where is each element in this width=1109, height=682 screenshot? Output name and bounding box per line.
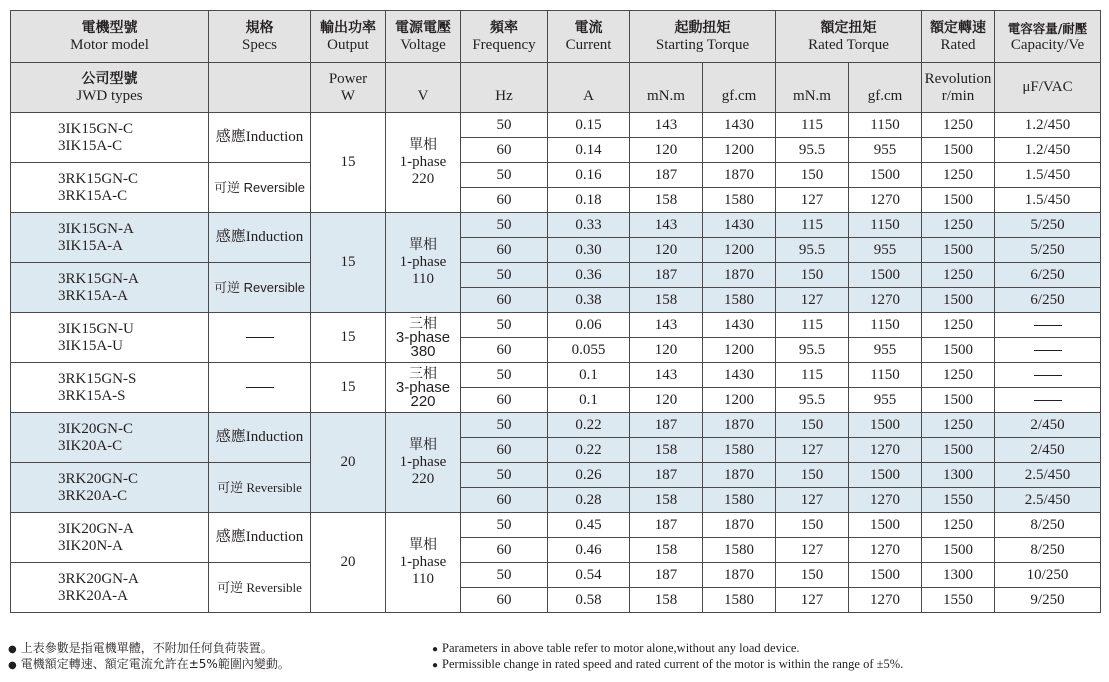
table-row	[11, 113, 1101, 138]
current-cell: 0.33	[548, 213, 630, 238]
rated-gfcm-cell: 1270	[849, 488, 922, 513]
capacitor-cell: 8/250	[995, 538, 1101, 563]
current-cell: 0.58	[548, 588, 630, 613]
model-code: 3RK15GN-A	[58, 270, 139, 287]
starting-gfcm-cell: 1430	[703, 213, 776, 238]
table-row	[11, 163, 1101, 188]
power-cell: 15	[311, 313, 386, 363]
header-capacitor: 電容容量/耐壓 Capacity/Ve	[995, 11, 1101, 63]
type-label-zh: 感應	[215, 129, 246, 145]
capacitor-cell: 8/250	[995, 513, 1101, 538]
starting-mnm-cell: 120	[630, 138, 703, 163]
type-label-en: Reversible	[239, 179, 306, 195]
rated-mnm-cell: 127	[776, 438, 849, 463]
frequency-cell: 60	[461, 538, 548, 563]
phase-label-zh: 三相	[409, 315, 437, 332]
capacitor-cell: 1.5/450	[995, 188, 1101, 213]
current-cell: 0.22	[548, 413, 630, 438]
type-label-en: Reversible	[239, 279, 306, 295]
starting-mnm-cell: 187	[630, 563, 703, 588]
header-current-unit: A	[548, 63, 630, 113]
rated-speed-cell: 1500	[922, 338, 995, 363]
frequency-cell: 50	[461, 463, 548, 488]
current-cell: 0.36	[548, 263, 630, 288]
model-code: 3IK15A-U	[58, 337, 123, 354]
model-cell	[11, 313, 209, 363]
capacitor-cell: 1.5/450	[995, 163, 1101, 188]
rated-speed-cell: 1250	[922, 413, 995, 438]
rated-mnm-cell: 150	[776, 463, 849, 488]
rated-mnm-cell: 95.5	[776, 138, 849, 163]
header-speed-unit: Revolution r/min	[922, 63, 995, 113]
current-cell: 0.45	[548, 513, 630, 538]
starting-mnm-cell: 187	[630, 463, 703, 488]
starting-gfcm-cell: 1580	[703, 188, 776, 213]
frequency-cell: 50	[461, 263, 548, 288]
dash-mark	[1034, 350, 1062, 351]
capacitor-cell: 2/450	[995, 413, 1101, 438]
type-label-zh: 感應	[215, 529, 246, 545]
dash-mark	[1034, 375, 1062, 376]
phase-label-zh: 單相	[409, 137, 437, 153]
dash-mark	[246, 387, 274, 388]
rated-gfcm-cell: 955	[849, 388, 922, 413]
starting-gfcm-cell: 1580	[703, 438, 776, 463]
header-rated-torque: 額定扭矩 Rated Torque	[776, 11, 922, 63]
voltage-cell	[386, 113, 461, 213]
model-code: 3IK20GN-C	[58, 420, 133, 437]
note-en-2: ● Permissible change in rated speed and rated current of the motor is within the range of ±5%.	[432, 657, 904, 671]
model-code: 3RK15A-C	[58, 187, 128, 204]
phase-label-en: 1-phase	[399, 154, 447, 170]
starting-gfcm-cell: 1870	[703, 563, 776, 588]
frequency-cell: 60	[461, 438, 548, 463]
header-voltage: 電源電壓 Voltage	[386, 11, 461, 63]
starting-gfcm-cell: 1200	[703, 238, 776, 263]
capacitor-cell: 1.2/450	[995, 138, 1101, 163]
motor-type-cell	[209, 113, 311, 163]
model-cell	[11, 213, 209, 263]
rated-mnm-cell: 127	[776, 288, 849, 313]
voltage-value: 110	[412, 271, 434, 287]
header-output-unit: Power W	[311, 63, 386, 113]
current-cell: 0.055	[548, 338, 630, 363]
rated-speed-cell: 1300	[922, 563, 995, 588]
power-cell: 15	[311, 213, 386, 313]
type-label-en: Reversible	[243, 579, 302, 595]
rated-gfcm-cell: 1500	[849, 263, 922, 288]
rated-speed-cell: 1500	[922, 188, 995, 213]
starting-mnm-cell: 158	[630, 538, 703, 563]
table-row	[11, 363, 1101, 388]
capacitor-cell: 6/250	[995, 288, 1101, 313]
current-cell: 0.54	[548, 563, 630, 588]
rated-mnm-cell: 127	[776, 538, 849, 563]
type-label-en: Induction	[245, 229, 304, 245]
capacitor-cell: 2.5/450	[995, 488, 1101, 513]
voltage-cell	[386, 213, 461, 313]
model-cell	[11, 163, 209, 213]
voltage-value: 380	[410, 342, 436, 360]
rated-mnm-cell: 95.5	[776, 388, 849, 413]
model-cell	[11, 113, 209, 163]
motor-type-cell	[209, 563, 311, 613]
current-cell: 0.30	[548, 238, 630, 263]
current-cell: 0.1	[548, 363, 630, 388]
frequency-cell: 50	[461, 113, 548, 138]
table-row	[11, 413, 1101, 438]
starting-gfcm-cell: 1580	[703, 588, 776, 613]
model-cell	[11, 363, 209, 413]
frequency-cell: 60	[461, 488, 548, 513]
motor-type-cell	[209, 163, 311, 213]
rated-gfcm-cell: 955	[849, 138, 922, 163]
capacitor-cell: 6/250	[995, 263, 1101, 288]
rated-gfcm-cell: 1500	[849, 463, 922, 488]
starting-mnm-cell: 120	[630, 238, 703, 263]
capacitor-cell: 9/250	[995, 588, 1101, 613]
type-label-en: Induction	[245, 429, 304, 445]
header-company-model: 公司型號 JWD types	[11, 63, 209, 113]
current-cell: 0.38	[548, 288, 630, 313]
rated-speed-cell: 1250	[922, 313, 995, 338]
rated-mnm-cell: 150	[776, 513, 849, 538]
type-label-zh: 感應	[215, 429, 246, 445]
voltage-cell	[386, 363, 461, 413]
phase-label-zh: 單相	[409, 537, 437, 553]
rated-gfcm-cell: 1150	[849, 363, 922, 388]
starting-gfcm-cell: 1580	[703, 538, 776, 563]
model-code: 3RK15GN-S	[58, 370, 137, 387]
table-row	[11, 563, 1101, 588]
current-cell: 0.16	[548, 163, 630, 188]
type-label-zh: 感應	[215, 229, 246, 245]
voltage-cell	[386, 313, 461, 363]
frequency-cell: 60	[461, 238, 548, 263]
starting-mnm-cell: 158	[630, 438, 703, 463]
rated-speed-cell: 1250	[922, 163, 995, 188]
frequency-cell: 60	[461, 338, 548, 363]
rated-speed-cell: 1250	[922, 213, 995, 238]
rated-speed-cell: 1500	[922, 138, 995, 163]
capacitor-cell	[995, 388, 1101, 413]
frequency-cell: 50	[461, 313, 548, 338]
rated-speed-cell: 1550	[922, 488, 995, 513]
current-cell: 0.14	[548, 138, 630, 163]
starting-mnm-cell: 143	[630, 363, 703, 388]
phase-label-en: 1-phase	[399, 554, 447, 570]
motor-type-cell	[209, 363, 311, 413]
rated-speed-cell: 1500	[922, 388, 995, 413]
rated-gfcm-cell: 1270	[849, 438, 922, 463]
motor-type-cell	[209, 263, 311, 313]
header-capacitor-unit: μF/VAC	[995, 63, 1101, 113]
motor-type-cell	[209, 513, 311, 563]
header-specs-blank	[209, 63, 311, 113]
rated-gfcm-cell: 955	[849, 338, 922, 363]
phase-label-en: 1-phase	[399, 454, 447, 470]
dash-mark	[1034, 400, 1062, 401]
motor-type-cell	[209, 463, 311, 513]
starting-gfcm-cell: 1580	[703, 288, 776, 313]
rated-mnm-cell: 150	[776, 263, 849, 288]
model-code: 3RK20A-C	[58, 487, 128, 504]
notes-english	[432, 641, 903, 673]
header-rated-unit-gfcm: gf.cm	[849, 63, 922, 113]
frequency-cell: 50	[461, 163, 548, 188]
rated-gfcm-cell: 1270	[849, 188, 922, 213]
current-cell: 0.26	[548, 463, 630, 488]
power-cell: 20	[311, 513, 386, 613]
rated-mnm-cell: 150	[776, 563, 849, 588]
current-cell: 0.46	[548, 538, 630, 563]
rated-gfcm-cell: 955	[849, 238, 922, 263]
model-code: 3IK20A-C	[58, 437, 123, 454]
note-zh-2: ● 電機額定轉速、額定電流允許在±5%範圍內變動。	[8, 657, 290, 671]
model-code: 3RK15A-A	[58, 287, 128, 304]
starting-gfcm-cell: 1200	[703, 338, 776, 363]
frequency-cell: 50	[461, 513, 548, 538]
current-cell: 0.1	[548, 388, 630, 413]
model-cell	[11, 413, 209, 463]
header-rated-unit-mnm: mN.m	[776, 63, 849, 113]
frequency-cell: 60	[461, 138, 548, 163]
header-starting-unit-mnm: mN.m	[630, 63, 703, 113]
header-frequency-unit: Hz	[461, 63, 548, 113]
table-row	[11, 263, 1101, 288]
rated-mnm-cell: 95.5	[776, 338, 849, 363]
capacitor-cell: 2.5/450	[995, 463, 1101, 488]
model-code: 3RK20GN-C	[58, 470, 139, 487]
rated-speed-cell: 1500	[922, 288, 995, 313]
model-code: 3IK15A-C	[58, 137, 123, 154]
phase-label-en: 3-phase	[395, 328, 451, 346]
rated-speed-cell: 1500	[922, 538, 995, 563]
rated-mnm-cell: 95.5	[776, 238, 849, 263]
starting-mnm-cell: 120	[630, 388, 703, 413]
rated-gfcm-cell: 1270	[849, 588, 922, 613]
type-label-zh: 可逆	[213, 280, 240, 296]
phase-label-zh: 單相	[409, 237, 437, 253]
starting-gfcm-cell: 1870	[703, 163, 776, 188]
rated-speed-cell: 1250	[922, 263, 995, 288]
rated-speed-cell: 1250	[922, 363, 995, 388]
rated-speed-cell: 1550	[922, 588, 995, 613]
rated-mnm-cell: 115	[776, 313, 849, 338]
current-cell: 0.18	[548, 188, 630, 213]
frequency-cell: 60	[461, 388, 548, 413]
frequency-cell: 50	[461, 363, 548, 388]
rated-mnm-cell: 115	[776, 363, 849, 388]
rated-mnm-cell: 150	[776, 413, 849, 438]
rated-gfcm-cell: 1270	[849, 288, 922, 313]
rated-speed-cell: 1500	[922, 238, 995, 263]
rated-mnm-cell: 127	[776, 488, 849, 513]
phase-label-en: 1-phase	[399, 254, 447, 270]
note-en-1: ● Parameters in above table refer to motor alone,without any load device.	[432, 641, 800, 655]
starting-mnm-cell: 143	[630, 213, 703, 238]
starting-gfcm-cell: 1870	[703, 463, 776, 488]
power-cell: 15	[311, 113, 386, 213]
capacitor-cell: 1.2/450	[995, 113, 1101, 138]
table-row	[11, 313, 1101, 338]
note-zh-1: ● 上表參數是指電機單體，不附加任何負荷裝置。	[8, 641, 273, 655]
starting-mnm-cell: 187	[630, 163, 703, 188]
rated-gfcm-cell: 1500	[849, 513, 922, 538]
starting-gfcm-cell: 1870	[703, 513, 776, 538]
table-header	[11, 11, 1101, 113]
starting-mnm-cell: 187	[630, 263, 703, 288]
voltage-value: 220	[410, 392, 436, 410]
capacitor-cell: 5/250	[995, 213, 1101, 238]
motor-type-cell	[209, 413, 311, 463]
starting-gfcm-cell: 1580	[703, 488, 776, 513]
current-cell: 0.06	[548, 313, 630, 338]
model-code: 3IK15GN-U	[58, 320, 134, 337]
current-cell: 0.22	[548, 438, 630, 463]
model-code: 3IK20GN-A	[58, 520, 134, 537]
model-code: 3IK15GN-C	[58, 120, 133, 137]
rated-gfcm-cell: 1150	[849, 313, 922, 338]
rated-gfcm-cell: 1270	[849, 538, 922, 563]
capacitor-cell	[995, 313, 1101, 338]
model-cell	[11, 563, 209, 613]
starting-mnm-cell: 143	[630, 313, 703, 338]
rated-gfcm-cell: 1500	[849, 163, 922, 188]
rated-mnm-cell: 127	[776, 188, 849, 213]
power-cell: 15	[311, 363, 386, 413]
capacitor-cell: 5/250	[995, 238, 1101, 263]
frequency-cell: 50	[461, 213, 548, 238]
capacitor-cell: 2/450	[995, 438, 1101, 463]
voltage-value: 110	[412, 571, 434, 587]
header-voltage-unit: V	[386, 63, 461, 113]
frequency-cell: 50	[461, 413, 548, 438]
motor-spec-table	[10, 10, 1101, 613]
rated-speed-cell: 1250	[922, 113, 995, 138]
capacitor-cell	[995, 338, 1101, 363]
model-cell	[11, 513, 209, 563]
type-label-zh: 可逆	[213, 180, 240, 196]
header-output: 輸出功率 Output	[311, 11, 386, 63]
starting-gfcm-cell: 1200	[703, 138, 776, 163]
current-cell: 0.28	[548, 488, 630, 513]
model-code: 3IK15A-A	[58, 237, 123, 254]
header-model: 電機型號 Motor model	[11, 11, 209, 63]
notes-chinese	[8, 641, 290, 673]
model-code: 3IK20N-A	[58, 537, 123, 554]
frequency-cell: 60	[461, 188, 548, 213]
phase-label-en: 3-phase	[395, 378, 451, 396]
model-code: 3IK15GN-A	[58, 220, 134, 237]
current-cell: 0.15	[548, 113, 630, 138]
rated-mnm-cell: 150	[776, 163, 849, 188]
rated-gfcm-cell: 1150	[849, 213, 922, 238]
starting-gfcm-cell: 1430	[703, 313, 776, 338]
rated-mnm-cell: 115	[776, 113, 849, 138]
frequency-cell: 50	[461, 563, 548, 588]
rated-gfcm-cell: 1150	[849, 113, 922, 138]
motor-type-cell	[209, 213, 311, 263]
table-row	[11, 213, 1101, 238]
header-specs: 規格 Specs	[209, 11, 311, 63]
type-label-zh: 可逆	[217, 580, 244, 596]
starting-gfcm-cell: 1200	[703, 388, 776, 413]
rated-mnm-cell: 127	[776, 588, 849, 613]
starting-gfcm-cell: 1870	[703, 263, 776, 288]
header-frequency: 頻率 Frequency	[461, 11, 548, 63]
starting-mnm-cell: 143	[630, 113, 703, 138]
phase-label-zh: 單相	[409, 437, 437, 453]
starting-mnm-cell: 158	[630, 488, 703, 513]
model-cell	[11, 463, 209, 513]
phase-label-zh: 三相	[409, 365, 437, 382]
voltage-value: 220	[411, 471, 435, 487]
type-label-en: Induction	[245, 529, 304, 545]
voltage-cell	[386, 513, 461, 613]
capacitor-cell	[995, 363, 1101, 388]
table-row	[11, 463, 1101, 488]
rated-gfcm-cell: 1500	[849, 413, 922, 438]
dash-mark	[246, 337, 274, 338]
rated-mnm-cell: 115	[776, 213, 849, 238]
type-label-en: Induction	[245, 129, 304, 145]
rated-speed-cell: 1250	[922, 513, 995, 538]
type-label-en: Reversible	[243, 479, 302, 495]
capacitor-cell: 10/250	[995, 563, 1101, 588]
starting-mnm-cell: 120	[630, 338, 703, 363]
model-code: 3RK15A-S	[58, 387, 126, 404]
frequency-cell: 60	[461, 288, 548, 313]
dash-mark	[1034, 325, 1062, 326]
model-code: 3RK15GN-C	[58, 170, 139, 187]
header-rated-speed: 額定轉速 Rated	[922, 11, 995, 63]
starting-mnm-cell: 187	[630, 513, 703, 538]
header-starting-unit-gfcm: gf.cm	[703, 63, 776, 113]
voltage-cell	[386, 413, 461, 513]
starting-mnm-cell: 187	[630, 413, 703, 438]
rated-gfcm-cell: 1500	[849, 563, 922, 588]
power-cell: 20	[311, 413, 386, 513]
header-current: 電流 Current	[548, 11, 630, 63]
model-code: 3RK20A-A	[58, 587, 128, 604]
starting-gfcm-cell: 1870	[703, 413, 776, 438]
voltage-value: 220	[411, 171, 435, 187]
type-label-zh: 可逆	[217, 480, 244, 496]
rated-speed-cell: 1300	[922, 463, 995, 488]
starting-gfcm-cell: 1430	[703, 113, 776, 138]
motor-type-cell	[209, 313, 311, 363]
table-row	[11, 513, 1101, 538]
model-cell	[11, 263, 209, 313]
header-starting-torque: 起動扭矩 Starting Torque	[630, 11, 776, 63]
frequency-cell: 60	[461, 588, 548, 613]
rated-speed-cell: 1500	[922, 438, 995, 463]
starting-mnm-cell: 158	[630, 588, 703, 613]
starting-mnm-cell: 158	[630, 188, 703, 213]
starting-gfcm-cell: 1430	[703, 363, 776, 388]
starting-mnm-cell: 158	[630, 288, 703, 313]
table-body	[11, 113, 1101, 613]
model-code: 3RK20GN-A	[58, 570, 139, 587]
